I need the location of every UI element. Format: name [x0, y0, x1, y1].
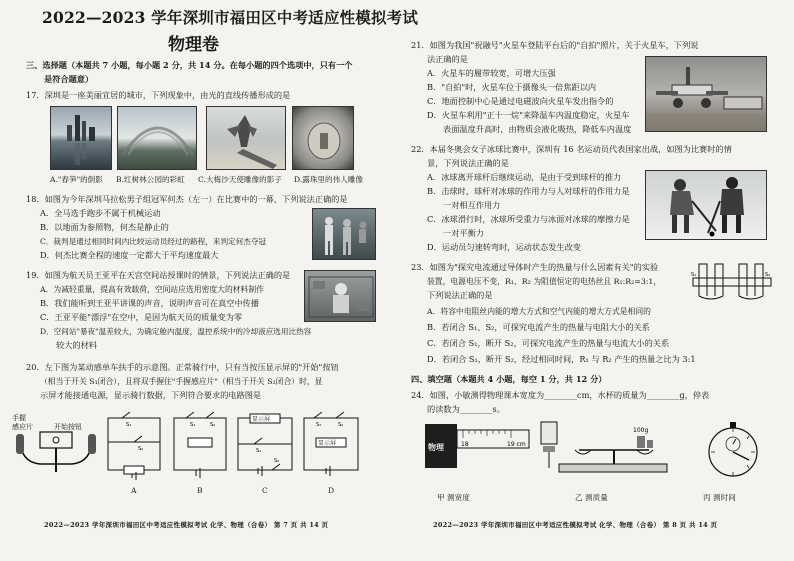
q17-image-d	[292, 106, 354, 170]
svg-text:S₂: S₂	[210, 422, 216, 428]
circuit-a-caption: A	[131, 486, 137, 495]
q21-option-b: B．"自拍"时，火星车位于摄像头一倍焦距以内	[427, 82, 597, 92]
q17-caption-b: B.红树林公园的彩虹	[116, 175, 185, 184]
q23-option-a: A．将容中电阻丝内能的增大方式和空气内能的增大方式是相同的	[427, 307, 651, 316]
city-skyline-reflection-icon	[51, 107, 112, 170]
right-page	[397, 0, 794, 561]
svg-text:S₂: S₂	[765, 272, 771, 278]
svg-text:S₂: S₂	[338, 422, 344, 428]
circuit-c-caption: C	[262, 486, 268, 495]
q21-option-c: C．地面控制中心是通过电磁波向火星车发出指令的	[427, 96, 614, 106]
q23-heating-apparatus-diagram	[689, 256, 775, 302]
circuit-c	[234, 412, 296, 480]
q17-image-a	[50, 106, 112, 170]
q23-option-b: B．若闭合 S₁、S₂，可探究电流产生的热量与电阻大小的关系	[427, 322, 650, 332]
q21-option-d-cont: 表面温度升高时，由物质会液化吸热，降低车内温度	[443, 124, 632, 134]
q18-marathon-photo	[312, 208, 376, 260]
q24-stem: 24．如图，小敏测得物理课本宽度为________cm，水杯的质量为________g，停表	[411, 390, 710, 400]
circuit-d-caption: D	[328, 486, 335, 495]
ice-hockey-players-icon	[646, 171, 767, 240]
q22-option-b: B．击球时，球杆对冰球的作用力与人对球杆的作用力是	[427, 186, 630, 196]
q19-option-d-cont: 较大的材料	[56, 340, 97, 350]
svg-text:S₂: S₂	[274, 458, 280, 464]
handle-label: 手握	[12, 414, 26, 422]
q24-caption-balance: 乙 测质量	[575, 493, 608, 502]
q21-stem: 21．如图为我国"祝融号"火星车登陆平台后的"自拍"照片，关于火星车，下列说	[411, 40, 699, 50]
q17-caption-a: A."春笋"的倒影	[50, 175, 103, 184]
q19-stem: 19．如图为航天员王亚平在天宫空间站授课时的情景，下列说法正确的是	[26, 270, 291, 280]
svg-text:S₂: S₂	[138, 446, 144, 452]
right-footer: 2022—2023 学年深圳市福田区中考适应性模拟考试 化学、物理（合卷） 第 8 页 共 14 页	[433, 521, 718, 529]
q18-option-d: D．何杰比赛全程的速度一定都大于平均速度最大	[40, 250, 219, 260]
q18-stem: 18．如图为今年深圳马拉松男子组冠军何杰（左一）在比赛中的一幕，下列说法正确的是	[26, 194, 348, 204]
mars-rover-icon	[646, 57, 767, 132]
svg-text:S₁: S₁	[190, 422, 196, 428]
q17-stem: 17．深圳是一座美丽宜居的城市，下列现象中，由光的直线传播形成的是	[26, 90, 291, 100]
q21-option-a: A．火星车的履带较宽，可增大压强	[427, 68, 556, 78]
bike-handle-diagram	[12, 412, 100, 476]
q18-option-b: B．以地面为参照物，何杰是静止的	[40, 222, 169, 232]
circuit-a	[104, 412, 164, 480]
q21-mars-rover-photo	[645, 56, 767, 132]
q19-option-d: D．空间站"暴夜"温差较大，为确定舱内温度，温控系统中的冷却液应选用比热容	[40, 327, 312, 336]
q23-stem: 23．如图为"探究电流通过导体时产生的热量与什么因素有关"的实验	[411, 262, 659, 272]
q21-stem-cont: 法正确的是	[427, 54, 468, 64]
q17-caption-d: D.露珠里的伟人雕像	[294, 175, 363, 184]
rainbow-icon	[118, 107, 197, 170]
q24-caption-stopwatch: 丙 测时间	[703, 493, 736, 502]
q24-caption-ruler: 甲 测宽度	[437, 493, 470, 502]
left-footer: 2022—2023 学年深圳市福田区中考适应性模拟考试 化学、物理（合卷） 第 7 页 共 14 页	[44, 521, 329, 529]
ruler-mark-a: 18	[461, 441, 469, 448]
q22-option-b-cont: 一对相互作用力	[443, 200, 501, 210]
q20-stem-cont2: 示屏才能接通电源，显示骑行数据，下列符合要求的电路图是	[40, 390, 262, 400]
q24-balance-figure	[539, 420, 671, 478]
q19-option-b: B．我们能听到王亚平讲课的声音，说明声音可在真空中传播	[40, 298, 259, 308]
q23-option-c: C．若闭合 S₁，断开 S₂，可探究电流产生的热量与电流大小的关系	[427, 338, 670, 348]
circuit-d-display-label: 显示屏	[318, 440, 337, 447]
svg-text:S₁: S₁	[126, 422, 132, 428]
q22-stem-cont: 景，下列说法正确的是	[427, 158, 509, 168]
svg-text:S₁: S₁	[691, 272, 697, 278]
q22-ice-hockey-photo	[645, 170, 767, 240]
q17-image-c	[206, 106, 286, 170]
angel-statue-shadow-icon	[207, 107, 286, 170]
circuit-b-caption: B	[197, 486, 203, 495]
q18-option-c: C．裁判是通过相同时间内比较运动员经过的路程，来判定何杰夺冠	[40, 237, 267, 246]
dewdrop-icon	[293, 107, 354, 170]
sensor-label: 感应片	[12, 423, 33, 431]
ruler-mark-b: 19 cm	[507, 441, 526, 448]
section-3-heading: 三、选择题（本题共 7 小题，每小题 2 分，共 14 分。在每小题的四个选项中，只有一个	[26, 60, 353, 70]
runners-icon	[313, 209, 376, 260]
q22-option-d: D．运动员匀速转弯时，运动状态发生改变	[427, 242, 581, 252]
q20-stem: 20．左下图为某动感单车扶手的示意图。正常骑行中，只有当按压显示屏的"开始"按钮	[26, 362, 339, 372]
textbook-cover-label: 物理	[428, 443, 444, 452]
q17-image-b	[117, 106, 197, 170]
exam-subtitle: 物理卷	[168, 35, 219, 55]
q24-ruler-figure	[423, 420, 533, 478]
q23-stem-cont1: 装置，电源电压不变，R₁、R₂ 为阻值恒定的电热丝且 R₁:R₂=3:1，	[427, 277, 662, 286]
q24-stem-cont: 的读数为________s。	[427, 404, 505, 414]
q21-option-d: D．火星车利用"正十一烷"来降温车内温度稳定，火星车	[427, 110, 630, 120]
q18-option-a: A．全马选手跑步不属于机械运动	[40, 208, 161, 218]
weight-mass-label: 100g	[633, 427, 649, 434]
q23-stem-cont2: 下列说法正确的是	[427, 290, 493, 300]
q23-option-d: D．若闭合 S₁，断开 S₂，经过相同时间，R₁ 与 R₂ 产生的热量之比为 3:1	[427, 354, 696, 364]
q22-option-c: C．冰球滑行时，冰球所受重力与冰面对冰球的摩擦力是	[427, 214, 630, 224]
svg-text:S₁: S₁	[316, 422, 322, 428]
q22-stem: 22．本届冬奥会女子冰球比赛中，深圳有 16 名运动员代表国家出战，如图为比赛时的情	[411, 144, 732, 154]
q22-option-a: A．冰球离开球杆后继续运动，是由于受到球杆的推力	[427, 172, 622, 182]
start-button-label: 开始按钮	[54, 423, 82, 431]
q19-option-a: A．为减轻重量，提高有效载荷，空间站应选用密度大的材料制作	[40, 285, 264, 294]
exam-title: 2022—2023 学年深圳市福田区中考适应性模拟考试	[42, 8, 419, 27]
astronaut-icon	[305, 271, 376, 322]
circuit-d	[300, 412, 362, 480]
q22-option-c-cont: 一对平衡力	[443, 228, 484, 238]
circuit-b	[170, 412, 230, 480]
q17-caption-c: C.大梅沙天使雕像的影子	[198, 175, 282, 184]
circuit-c-display-label: 显示屏	[252, 416, 271, 423]
q19-space-station-photo	[304, 270, 376, 322]
q19-option-c: C．王亚平能"漂浮"在空中，是因为航天员的质量变为零	[40, 312, 243, 322]
section-3-heading-cont: 是符合题意）	[44, 74, 94, 84]
section-4-heading: 四、填空题（本题共 4 小题，每空 1 分，共 12 分）	[411, 374, 607, 384]
svg-text:S₁: S₁	[256, 448, 262, 454]
q24-stopwatch-figure	[697, 420, 769, 478]
q20-stem-cont1: （相当于开关 S₁闭合），且将双手握住"手握感应片"（相当于开关 S₂闭合）时，显	[40, 377, 323, 386]
